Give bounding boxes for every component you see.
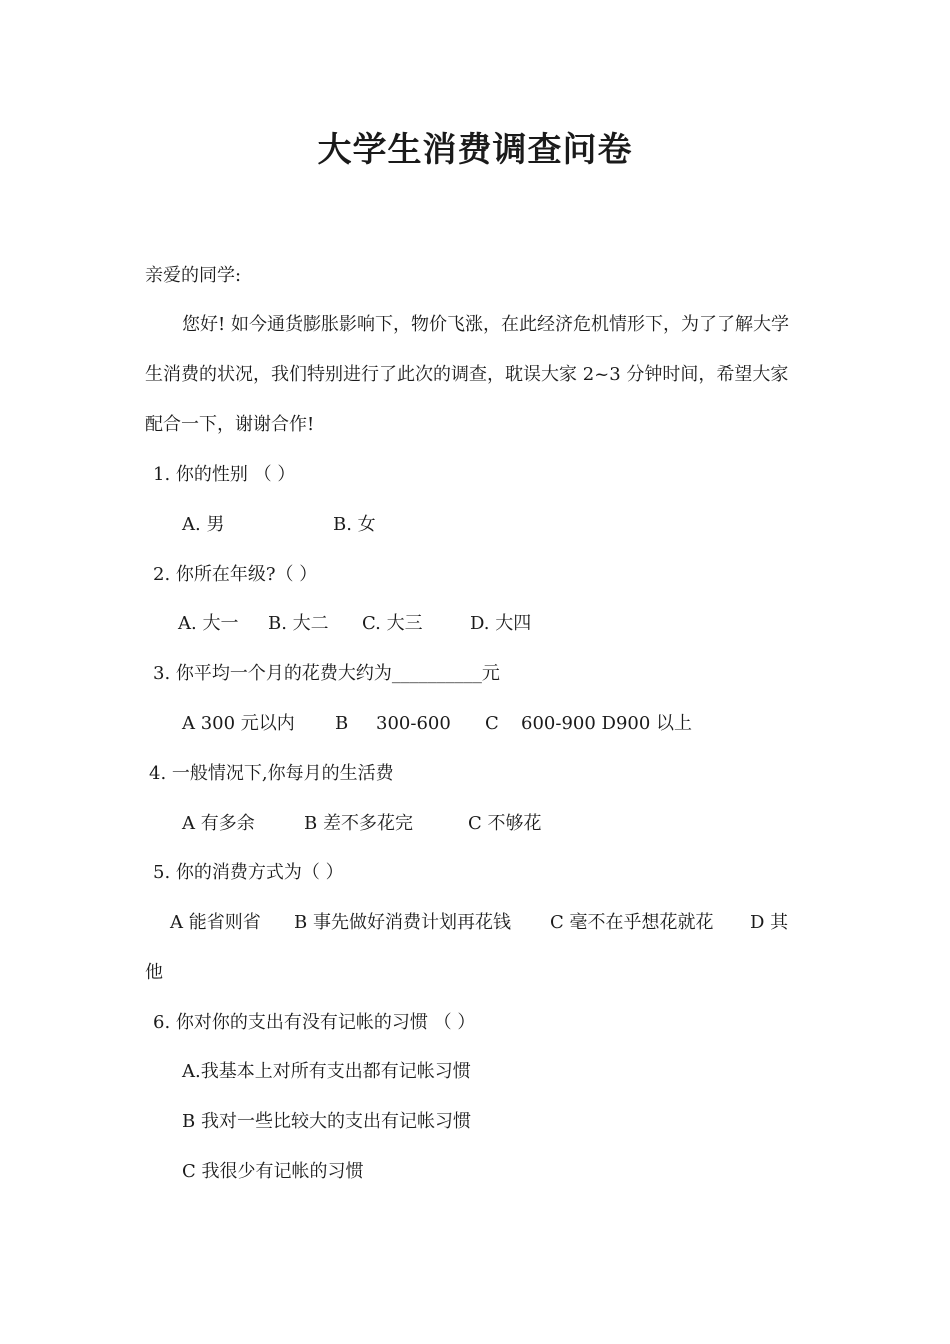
q2-option-c: C. 大三 [362,613,423,634]
q6-option-c: C 我很少有记帐的习惯 [182,1161,364,1182]
q2-option-b: B. 大二 [268,613,329,634]
question-6: 6. 你对你的支出有没有记帐的习惯 （ ） [153,1012,476,1033]
greeting: 亲爱的同学: [145,265,242,286]
intro-line-2: 生消费的状况，我们特别进行了此次的调查，耽误大家 2~3 分钟时间，希望大家 [145,364,789,385]
q4-option-c: C 不够花 [468,813,542,834]
q1-option-a: A. 男 [182,514,225,535]
question-5: 5. 你的消费方式为（ ） [153,862,344,883]
q3-option-c-d: 600-900 D900 以上 [521,713,693,734]
question-3: 3. 你平均一个月的花费大约为__________元 [153,663,500,684]
q6-option-b: B 我对一些比较大的支出有记帐习惯 [182,1111,471,1132]
q2-option-a: A. 大一 [178,613,239,634]
page-title: 大学生消费调查问卷 [317,130,633,170]
q3-option-a: A 300 元以内 [182,713,295,734]
q1-option-b: B. 女 [333,514,376,535]
question-4: 4. 一般情况下,你每月的生活费 [149,763,394,784]
intro-line-1: 您好! 如今通货膨胀影响下，物价飞涨，在此经济危机情形下，为了了解大学 [182,314,789,335]
q5-option-b: B 事先做好消费计划再花钱 [294,912,511,933]
q2-option-d: D. 大四 [470,613,532,634]
q5-option-d: D 其 [750,912,789,933]
q5-option-a: A 能省则省 [170,912,261,933]
q3-option-b-letter: B [335,713,349,734]
q6-option-a: A.我基本上对所有支出都有记帐习惯 [182,1061,471,1082]
q4-option-a: A 有多余 [182,813,255,834]
q5-option-c: C 毫不在乎想花就花 [550,912,714,933]
q5-option-d-continuation: 他 [145,962,163,983]
q3-option-b-range: 300-600 [376,713,451,734]
q3-option-c-letter: C [485,713,499,734]
question-2: 2. 你所在年级?（ ） [153,564,318,585]
q4-option-b: B 差不多花完 [304,813,413,834]
question-1: 1. 你的性别 （ ） [153,464,296,485]
intro-line-3: 配合一下，谢谢合作! [145,414,315,435]
